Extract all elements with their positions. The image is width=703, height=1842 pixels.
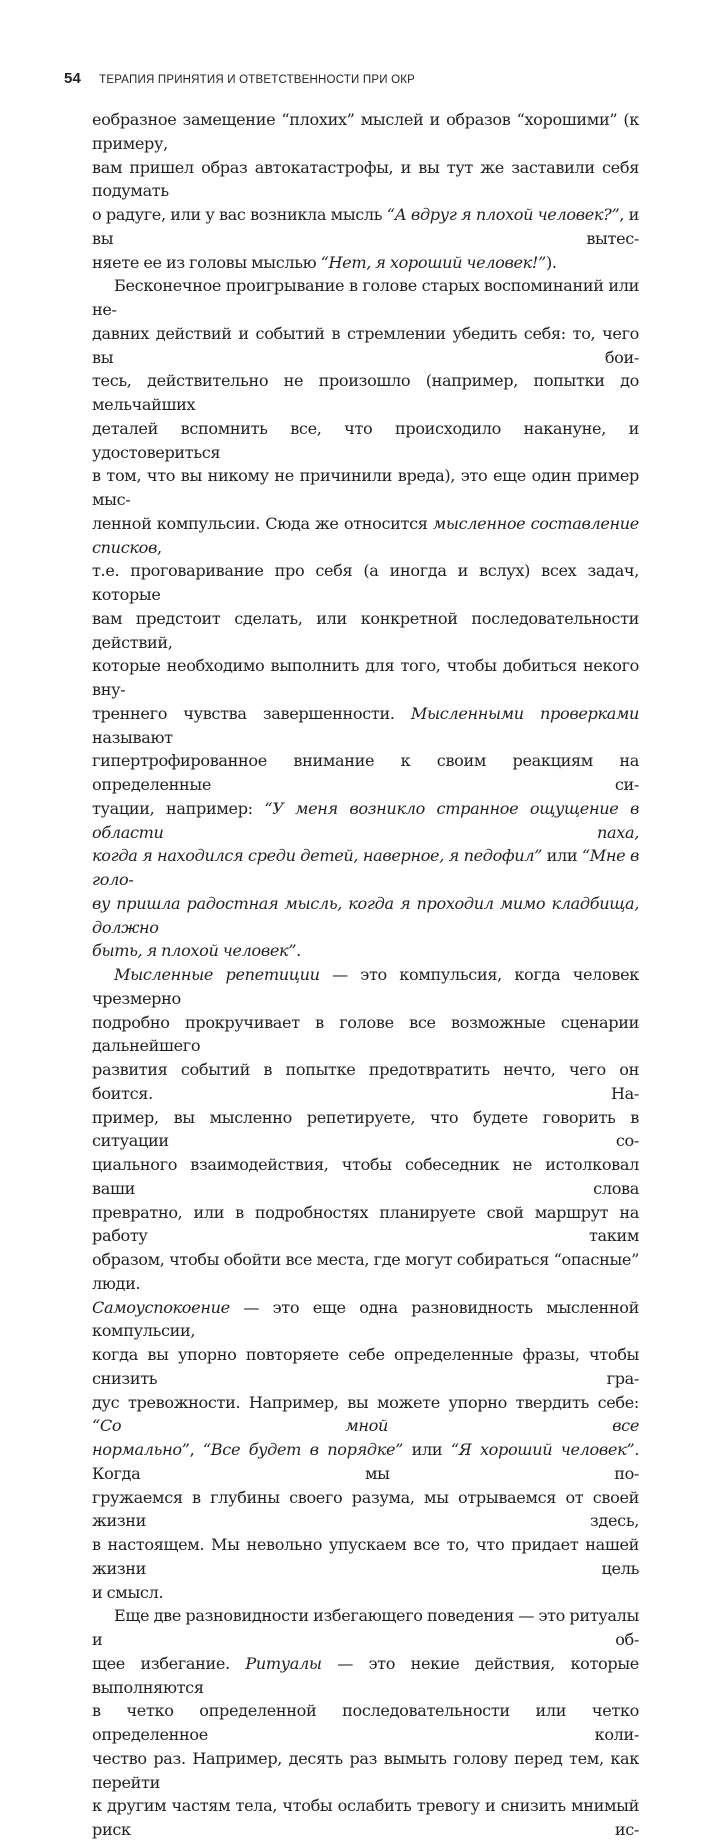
italic-run: “Со мной все <box>92 1416 639 1436</box>
text-run: ). <box>545 252 557 272</box>
italic-run: “А вдруг я плохой человек?” <box>386 205 620 224</box>
text-line <box>92 369 639 417</box>
italic-run: Мысленными проверками <box>410 703 639 723</box>
text-line <box>92 1533 639 1581</box>
text-run: ленной компульсии. Сюда же относится <box>92 513 433 533</box>
text-run: — это некие действия, которые выполняются <box>92 1653 639 1697</box>
text-run: , <box>156 537 162 557</box>
text-run: превратно, или в подробностях планируете свой маршрут на работу таким <box>92 1202 639 1246</box>
text-run: дус тревожности. Например, вы можете упорно твердить себе: <box>92 1392 639 1412</box>
text-line <box>92 1058 639 1106</box>
text-run: которые необходимо выполнить для того, чтобы добиться некого вну- <box>92 656 639 699</box>
text-line <box>92 654 639 702</box>
italic-run: “Мне в голо- <box>92 846 639 889</box>
text-line <box>92 274 639 322</box>
text-line <box>92 203 639 251</box>
text-run: развития событий в попытке предотвратить нечто, чего он боится. На- <box>92 1060 639 1103</box>
text-line <box>92 1486 639 1534</box>
text-line <box>92 963 639 1011</box>
text-line <box>92 156 639 204</box>
text-line <box>92 1343 639 1391</box>
text-line <box>92 702 639 750</box>
text-run: называют <box>92 727 173 747</box>
text-line <box>92 559 639 607</box>
text-run: т.е. проговаривание про себя (а иногда и вслух) всех задач, которые <box>92 561 639 604</box>
italic-run: Самоуспокоение <box>92 1297 230 1317</box>
text-run: . Когда мы по- <box>92 1440 639 1483</box>
running-title: ТЕРАПИЯ ПРИНЯТИЯ И ОТВЕТСТВЕННОСТИ ПРИ ОКР <box>99 74 416 86</box>
text-run: Еще две разновидности избегающего поведения — это ритуалы и об- <box>92 1606 639 1649</box>
text-line <box>92 1106 639 1154</box>
text-run: и смысл. <box>92 1582 164 1602</box>
text-run: . <box>296 941 301 961</box>
text-line <box>92 939 639 963</box>
text-line <box>92 1248 639 1296</box>
text-run: — это компульсия, когда человек чрезмерно <box>92 965 639 1008</box>
text-run: пример, вы мысленно репетируете, что будете говорить в ситуации со- <box>92 1107 639 1151</box>
text-run: или <box>542 846 582 866</box>
text-line <box>92 1652 639 1700</box>
text-run: когда вы упорно повторяете себе определенные фразы, чтобы снизить гра- <box>92 1345 639 1388</box>
text-line <box>92 797 639 845</box>
page-number: 54 <box>64 70 82 87</box>
text-line <box>92 1794 639 1842</box>
text-line <box>92 1296 639 1344</box>
italic-run: “Я хороший человек” <box>450 1440 635 1459</box>
text-run: няете ее из головы мыслью <box>92 252 321 272</box>
text-line <box>92 1201 639 1249</box>
text-line <box>92 1438 639 1486</box>
text-line <box>92 844 639 892</box>
text-line <box>92 892 639 940</box>
text-run: треннего чувства завершенности. <box>92 703 411 723</box>
text-run: к другим частям тела, чтобы ослабить тревогу и снизить мнимый риск ис- <box>92 1796 639 1839</box>
text-run: Бесконечное проигрывание в голове старых воспоминаний или не- <box>92 276 639 319</box>
text-run: вам пришел образ автокатастрофы, и вы тут же заставили себя подумать <box>92 157 639 201</box>
text-run: в том, что вы никому не причинили вреда), это еще один пример мыс- <box>92 466 639 509</box>
italic-run: Ритуалы <box>245 1653 322 1673</box>
text-line <box>92 322 639 370</box>
text-run: гружаемся в глубины своего разума, мы отрываемся от своей жизни здесь, <box>92 1487 639 1531</box>
text-run: еобразное замещение “плохих” мыслей и образов “хорошими” (к примеру, <box>92 110 639 153</box>
text-run: деталей вспомнить все, что происходило накануне, и удостовериться <box>92 418 639 462</box>
italic-run: нормально” <box>92 1440 190 1459</box>
italic-run: Мысленные репетиции <box>114 965 320 984</box>
italic-run: когда я находился среди детей, наверное, я педофил” <box>92 846 542 866</box>
text-run: в четко определенной последовательности или четко определенное коли- <box>92 1701 639 1744</box>
text-run: щее избегание. <box>92 1653 246 1673</box>
text-line <box>92 1011 639 1059</box>
italic-run: “Нет, я хороший человек!” <box>320 252 546 272</box>
italic-run: быть, я плохой человек” <box>92 941 297 961</box>
text-run: , и вы вытес- <box>92 205 639 248</box>
text-line <box>92 1747 639 1795</box>
text-line <box>92 108 639 156</box>
text-line <box>92 1581 639 1605</box>
text-line <box>92 417 639 465</box>
text-run: туации, например: <box>92 798 265 818</box>
text-line <box>92 1604 639 1652</box>
text-line <box>92 251 639 275</box>
text-run: или <box>403 1440 451 1459</box>
text-run: гипертрофированное внимание к своим реакциям на определенные си- <box>92 751 639 794</box>
text-run: , <box>189 1440 203 1459</box>
italic-run: ву пришла радостная мысль, когда я проходил мимо кладбища, должно <box>92 893 639 937</box>
text-line <box>92 749 639 797</box>
text-line <box>92 1699 639 1747</box>
text-run: вам предстоит сделать, или конкретной последовательности действий, <box>92 608 639 652</box>
text-run: циального взаимодействия, чтобы собеседник не истолковал ваши слова <box>92 1155 639 1198</box>
text-line <box>92 607 639 655</box>
text-line <box>92 1391 639 1439</box>
text-line <box>92 464 639 512</box>
body-text <box>92 108 639 1842</box>
text-run: в настоящем. Мы невольно упускаем все то, что придает нашей жизни цель <box>92 1535 639 1578</box>
text-run: образом, чтобы обойти все места, где могут собираться “опасные” люди. <box>92 1250 639 1293</box>
text-run: подробно прокручивает в голове все возможные сценарии дальнейшего <box>92 1012 639 1056</box>
text-run: — это еще одна разновидность мысленной компульсии, <box>92 1297 639 1341</box>
text-run: давних действий и событий в стремлении убедить себя: то, чего вы бои- <box>92 323 639 367</box>
italic-run: “Все будет в порядке” <box>202 1440 404 1459</box>
text-run: тесь, действительно не произошло (например, попытки до мельчайших <box>92 371 639 414</box>
running-head <box>64 70 415 87</box>
text-line <box>92 1153 639 1201</box>
text-run: чество раз. Например, десять раз вымыть голову перед тем, как перейти <box>92 1748 639 1792</box>
italic-run: “У меня возникло странное ощущение в области паха, <box>92 798 639 842</box>
text-line <box>92 512 639 560</box>
italic-run: мысленное составление списков <box>92 513 639 557</box>
text-run: о радуге, или у вас возникла мысль <box>92 205 387 224</box>
